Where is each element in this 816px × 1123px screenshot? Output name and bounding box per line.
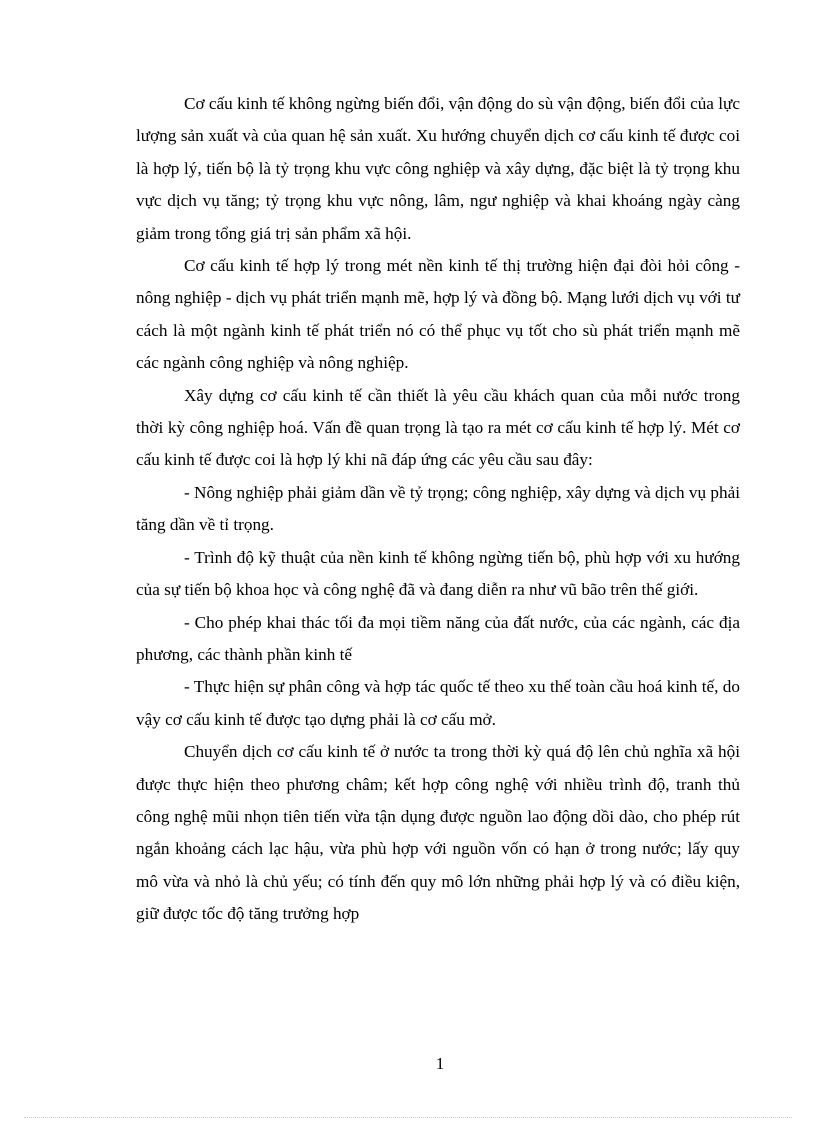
paragraph-transition-approach: Chuyển dịch cơ cấu kinh tế ở nước ta trong thời kỳ quá độ lên chủ nghĩa xã hội được thực hiện theo phương châm; kết hợp công nghệ với nhiều trình độ, tranh thủ công nghệ mũi nhọn tiên tiến vừa tận dụng được nguồn lao động dồi dào, cho phép rút ngắn khoảng cách lạc hậu, vừa phù hợp với nguồn vốn có hạn ở trong nước; lấy quy mô vừa và nhỏ là chủ yếu; có tính đến quy mô lớn những phải hợp lý và có điều kiện, giữ được tốc độ tăng trưởng hợp <box>136 742 740 924</box>
list-item-agriculture: - Nông nghiệp phải giảm dần về tỷ trọng; công nghiệp, xây dựng và dịch vụ phải tăng dần về tỉ trọng. <box>136 482 740 535</box>
list-item-exploit-potential: - Cho phép khai thác tối đa mọi tiềm năng của đất nước, của các ngành, các địa phương, các thành phần kinh tế <box>136 612 740 664</box>
paragraph-economic-structure-change: Cơ cấu kinh tế không ngừng biến đổi, vận động do sù vận động, biến đổi của lực lượng sản xuất và của quan hệ sản xuất. Xu hướng chuyển dịch cơ cấu kinh tế được coi là hợp lý, tiến bộ là tỷ trọng khu vực công nghiệp và xây dựng, đặc biệt là tỷ trọng khu vực dịch vụ tăng; tỷ trọng khu vực nông, lâm, ngư nghiệp và khai khoáng ngày càng giảm trong tổng giá trị sản phẩm xã hội. <box>136 94 740 243</box>
paragraph-rational-structure: Cơ cấu kinh tế hợp lý trong mét nền kinh tế thị trường hiện đại đòi hỏi công - nông nghiệp - dịch vụ phát triển mạnh mẽ, hợp lý và đồng bộ. Mạng lưới dịch vụ với tư cách là một ngành kinh tế phát triển nó có thể phục vụ tốt cho sù phát triển mạnh mẽ các ngành công nghiệp và nông nghiệp. <box>136 256 740 373</box>
list-item-international-cooperation: - Thực hiện sự phân công và hợp tác quốc tế theo xu thế toàn cầu hoá kinh tế, do vậy cơ cấu kinh tế được tạo dựng phải là cơ cấu mở. <box>136 677 740 729</box>
page-number: 1 <box>435 1054 445 1073</box>
paragraph-requirements-intro: Xây dựng cơ cấu kinh tế cần thiết là yêu cầu khách quan của mỗi nước trong thời kỳ công nghiệp hoá. Vấn đề quan trọng là tạo ra mét cơ cấu kinh tế hợp lý. Mét cơ cấu kinh tế được coi là hợp lý khi nã đáp ứng các yêu cầu sau đây: <box>136 385 740 470</box>
list-item-technology-level: - Trình độ kỹ thuật của nền kinh tế không ngừng tiến bộ, phù hợp với xu hướng của sự tiến bộ khoa học và công nghệ đã và đang diễn ra như vũ bão trên thế giới. <box>136 547 740 600</box>
page-bottom-divider <box>24 1117 792 1118</box>
document-body <box>136 88 740 931</box>
